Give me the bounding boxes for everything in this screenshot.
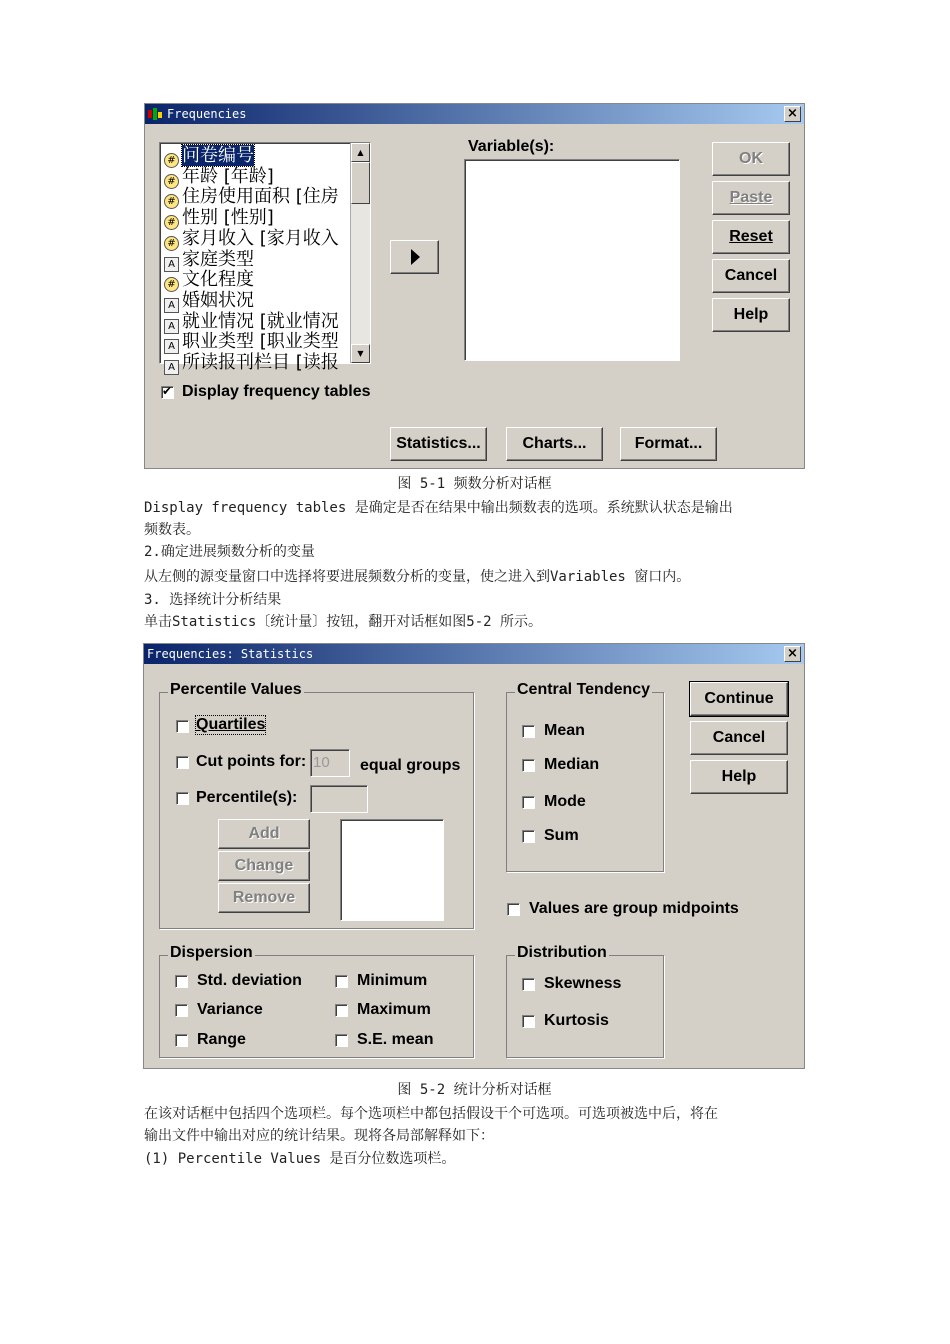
variable-list-label: 所读报刊栏目 [读报 xyxy=(182,352,339,373)
display-frequency-tables-checkbox[interactable] xyxy=(161,386,174,399)
se-mean-label: S.E. mean xyxy=(357,1031,434,1048)
paragraph-line-6: 输出文件中输出对应的统计结果。现将各局部解释如下： xyxy=(144,1128,494,1144)
variable-list-label: 就业情况 [就业情况 xyxy=(182,310,339,332)
distribution-title: Distribution xyxy=(517,944,607,961)
central-tendency-title: Central Tendency xyxy=(517,681,651,698)
help-button[interactable]: Help xyxy=(712,298,790,332)
range-label: Range xyxy=(197,1031,246,1048)
figure-5-1-caption: 图 5-1 频数分析对话框 xyxy=(397,476,552,492)
section-heading-3: 3. 选择统计分析结果 xyxy=(144,592,282,608)
close-icon[interactable]: × xyxy=(784,106,801,122)
mean-checkbox[interactable] xyxy=(522,725,535,738)
dispersion-group xyxy=(159,944,474,1058)
numeric-icon: # xyxy=(164,174,179,189)
help-button[interactable]: Help xyxy=(690,760,788,794)
scroll-thumb[interactable] xyxy=(351,162,370,204)
cut-points-value: 10 xyxy=(313,754,330,771)
charts-button[interactable]: Charts... xyxy=(506,427,603,461)
sum-label: Sum xyxy=(544,827,579,844)
display-frequency-tables-label: Display frequency tables xyxy=(182,383,371,400)
source-variable-list[interactable] xyxy=(159,142,371,373)
move-right-button[interactable] xyxy=(390,240,439,274)
paragraph-line-7: (1) Percentile Values 是百分位数选项栏。 xyxy=(144,1151,456,1167)
list-scrollbar[interactable] xyxy=(350,143,370,363)
statistics-title: Frequencies: Statistics xyxy=(147,647,314,661)
paragraph-line-1: Display frequency tables 是确定是否在结果中输出频数表的选项。系统默认状态是输出 xyxy=(144,500,733,516)
minimum-label: Minimum xyxy=(357,972,428,989)
variable-list-label: 家庭类型 xyxy=(182,248,254,270)
change-button[interactable]: Change xyxy=(218,851,310,881)
section-heading-2: 2.确定进展频数分析的变量 xyxy=(144,544,315,560)
arrow-right-icon xyxy=(408,248,422,266)
percentile-input[interactable] xyxy=(310,785,368,813)
variable-list-label: 年龄 [年龄] xyxy=(182,165,274,187)
mean-label: Mean xyxy=(544,722,585,739)
variable-list-label: 婚姻状况 xyxy=(182,289,254,311)
variable-list-label: 文化程度 xyxy=(182,269,254,291)
variable-list-item[interactable] xyxy=(164,207,274,228)
variables-label: Variable(s): xyxy=(468,138,555,155)
variance-label: Variance xyxy=(197,1001,263,1018)
frequencies-dialog xyxy=(144,103,805,469)
numeric-icon: # xyxy=(164,153,179,168)
percentiles-label: Percentile(s): xyxy=(196,789,298,806)
variable-list-item[interactable] xyxy=(164,186,339,207)
variable-list-label: 职业类型 [职业类型 xyxy=(182,331,339,353)
frequencies-title-bar xyxy=(145,104,804,124)
statistics-button[interactable]: Statistics... xyxy=(390,427,487,461)
ok-button[interactable]: OK xyxy=(712,142,790,176)
close-icon[interactable]: × xyxy=(784,646,801,662)
maximum-label: Maximum xyxy=(357,1001,431,1018)
statistics-dialog xyxy=(143,643,805,1069)
variable-list-item[interactable] xyxy=(164,290,254,311)
paste-label: Paste xyxy=(729,189,773,206)
se-mean-checkbox[interactable] xyxy=(335,1034,348,1047)
percentile-list[interactable] xyxy=(340,819,444,921)
frequencies-title: Frequencies xyxy=(167,107,247,121)
cancel-button[interactable]: Cancel xyxy=(712,259,790,293)
figure-5-2-caption: 图 5-2 统计分析对话框 xyxy=(397,1082,552,1098)
spss-app-icon xyxy=(148,107,164,121)
central-tendency-group xyxy=(506,681,664,872)
skewness-label: Skewness xyxy=(544,975,622,992)
variable-list-label: 住房使用面积 [住房 xyxy=(182,186,339,208)
string-icon: A xyxy=(164,360,179,375)
cancel-button[interactable]: Cancel xyxy=(690,721,788,755)
distribution-group xyxy=(506,944,664,1058)
variable-list-item[interactable] xyxy=(164,166,274,187)
kurtosis-checkbox[interactable] xyxy=(522,1015,535,1028)
equal-groups-label: equal groups xyxy=(360,757,461,774)
format-button[interactable]: Format... xyxy=(620,427,717,461)
minimum-checkbox[interactable] xyxy=(335,975,348,988)
mode-label: Mode xyxy=(544,793,586,810)
statistics-title-bar xyxy=(144,644,804,664)
reset-label: Reset xyxy=(729,228,773,245)
percentile-values-title: Percentile Values xyxy=(170,681,302,698)
group-midpoints-checkbox[interactable] xyxy=(507,903,520,916)
variable-list-item[interactable] xyxy=(164,311,339,332)
variance-checkbox[interactable] xyxy=(175,1004,188,1017)
string-icon: A xyxy=(164,298,179,313)
remove-button[interactable]: Remove xyxy=(218,883,310,913)
dispersion-title: Dispersion xyxy=(170,944,253,961)
median-checkbox[interactable] xyxy=(522,759,535,772)
maximum-checkbox[interactable] xyxy=(335,1004,348,1017)
variable-list-label: 问卷编号 xyxy=(182,145,254,166)
paste-button[interactable] xyxy=(712,181,790,215)
variable-list-label: 家月收入 [家月收入 xyxy=(182,227,339,249)
paragraph-line-4: 单击Statistics〔统计量〕按钮，翻开对话框如图5-2 所示。 xyxy=(144,614,543,630)
range-checkbox[interactable] xyxy=(175,1034,188,1047)
add-button[interactable]: Add xyxy=(218,819,310,849)
variable-list-item[interactable] xyxy=(164,269,254,290)
skewness-checkbox[interactable] xyxy=(522,978,535,991)
variable-list-item[interactable] xyxy=(164,145,254,166)
variable-list-item[interactable] xyxy=(164,352,339,373)
median-label: Median xyxy=(544,756,600,773)
sum-checkbox[interactable] xyxy=(522,830,535,843)
variables-list[interactable] xyxy=(464,159,680,361)
paragraph-line-3: 从左侧的源变量窗口中选择将要进展频数分析的变量，使之进入到Variables 窗口内。 xyxy=(144,569,691,585)
paragraph-line-5: 在该对话框中包括四个选项栏。每个选项栏中都包括假设干个可选项。可选项被选中后，将在 xyxy=(144,1106,718,1122)
quartiles-label: Quartiles xyxy=(196,716,266,733)
numeric-icon: # xyxy=(164,236,179,251)
string-icon: A xyxy=(164,319,179,334)
cut-points-label: Cut points for: xyxy=(196,753,307,770)
quartiles-checkbox[interactable] xyxy=(176,720,189,733)
variable-list-item[interactable] xyxy=(164,228,339,249)
paragraph-line-2: 频数表。 xyxy=(144,522,200,538)
cut-points-checkbox[interactable] xyxy=(176,756,189,769)
kurtosis-label: Kurtosis xyxy=(544,1012,609,1029)
std-deviation-checkbox[interactable] xyxy=(175,975,188,988)
variable-list-item[interactable] xyxy=(164,249,254,270)
group-midpoints-label: Values are group midpoints xyxy=(529,900,739,917)
string-icon: A xyxy=(164,339,179,354)
percentiles-checkbox[interactable] xyxy=(176,792,189,805)
reset-button[interactable] xyxy=(712,220,790,254)
std-deviation-label: Std. deviation xyxy=(197,972,302,989)
scroll-up-icon[interactable]: ▲ xyxy=(351,143,370,162)
variable-list-label: 性别 [性别] xyxy=(182,207,274,229)
numeric-icon: # xyxy=(164,277,179,292)
percentile-values-group xyxy=(159,681,474,929)
numeric-icon: # xyxy=(164,194,179,209)
mode-checkbox[interactable] xyxy=(522,796,535,809)
scroll-down-icon[interactable]: ▼ xyxy=(351,344,370,363)
numeric-icon: # xyxy=(164,215,179,230)
continue-button[interactable]: Continue xyxy=(690,682,788,716)
cut-points-input[interactable] xyxy=(310,749,350,777)
string-icon: A xyxy=(164,257,179,272)
variable-list-item[interactable] xyxy=(164,331,339,352)
